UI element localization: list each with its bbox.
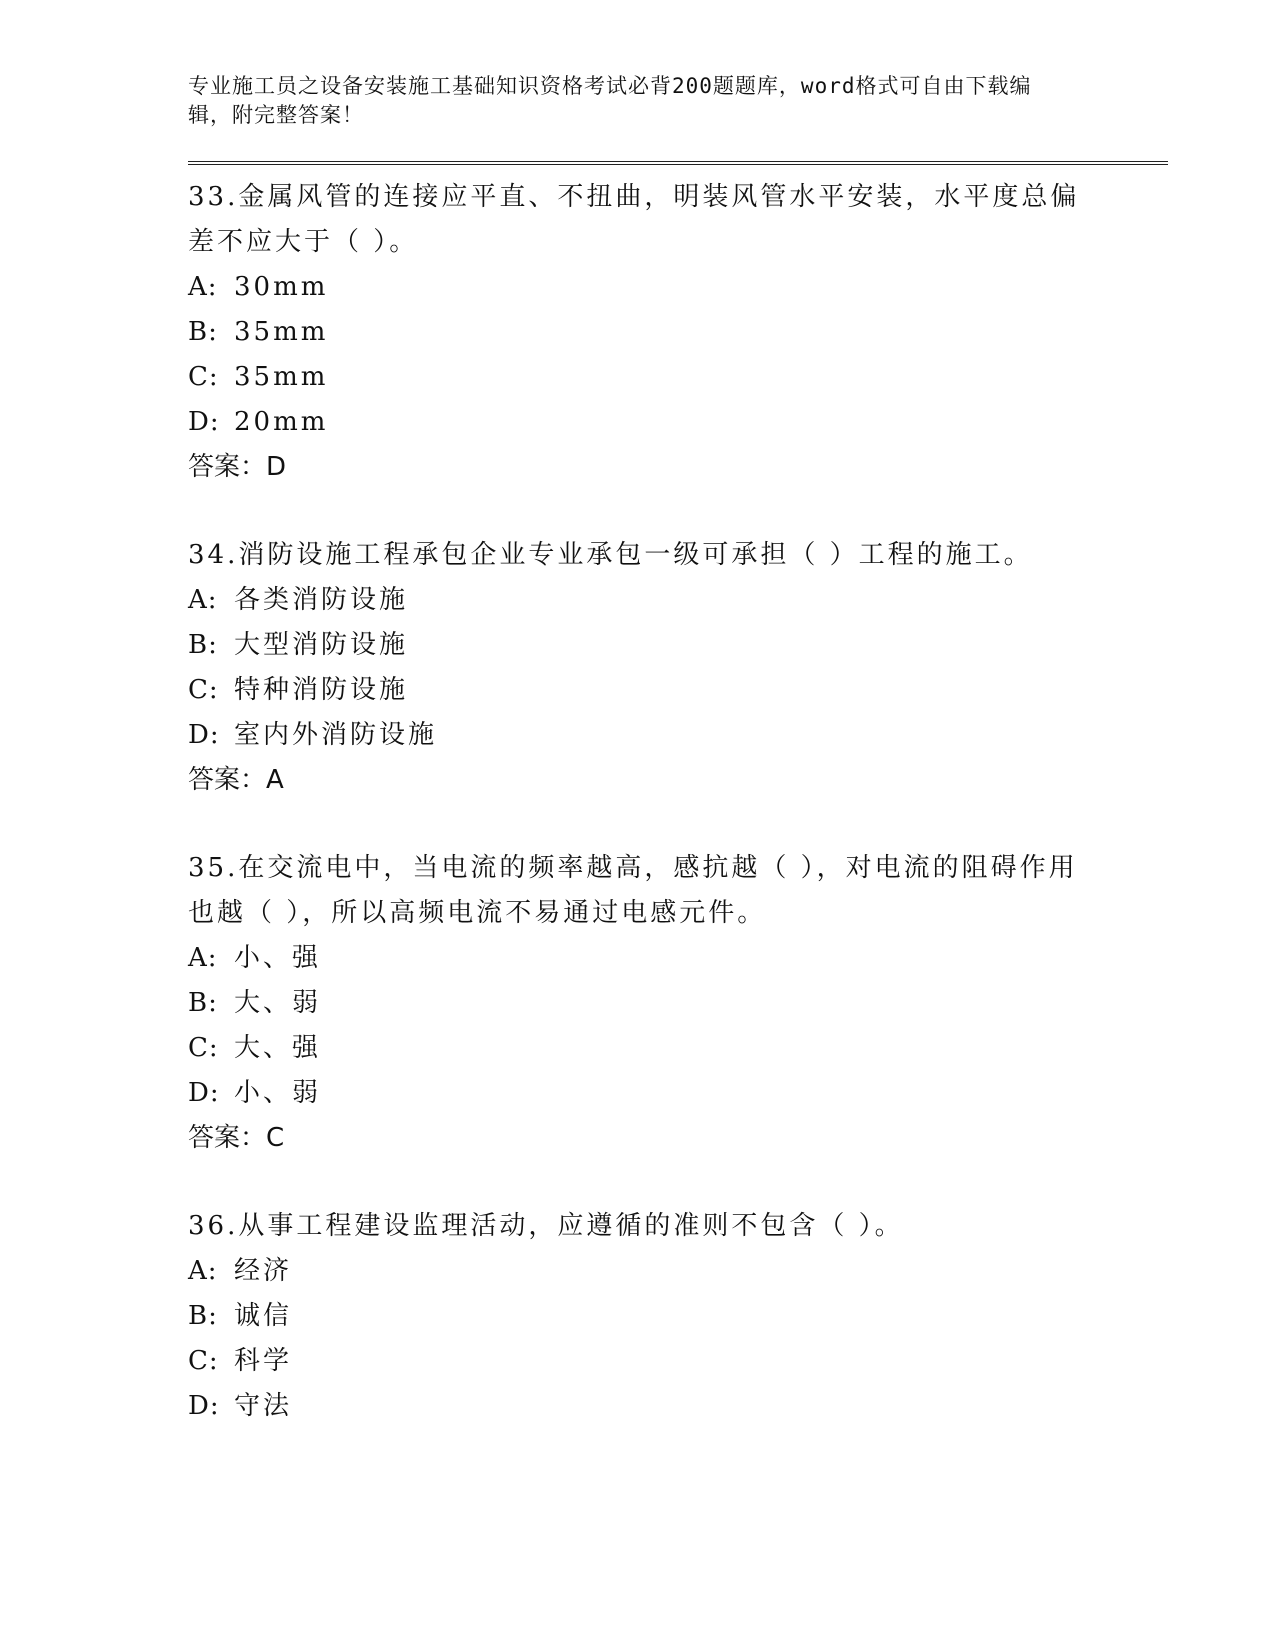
option-key: D: [188,407,220,437]
option-a [188,936,1168,981]
question-35 [188,846,1168,1161]
option-a [188,578,1168,623]
option-a [188,1249,1168,1294]
question-34 [188,533,1168,803]
option-b [188,310,1168,355]
option-text: 大型消防设施 [234,630,409,660]
option-key: A: [188,272,218,302]
header-double-rule [188,161,1168,165]
option-text: 小、强 [234,943,322,973]
question-36 [188,1204,1168,1429]
answer-line: 答案：C [188,1123,285,1153]
document-page [188,72,1168,1472]
option-key: B: [188,317,218,347]
option-text: 35mm [234,362,329,392]
question-stem: 35.在交流电中，当电流的频率越高，感抗越（ ），对电流的阻碍作用也越（ ），所以高频电流不易通过电感元件。 [188,853,1078,928]
option-b [188,1294,1168,1339]
option-c [188,1339,1168,1384]
document-header: 专业施工员之设备安装施工基础知识资格考试必背200题题库，word格式可自由下载编辑，附完整答案！ [188,74,1032,127]
option-c [188,668,1168,713]
question-stem: 36.从事工程建设监理活动，应遵循的准则不包含（ ）。 [188,1211,904,1241]
question-stem: 34.消防设施工程承包企业专业承包一级可承担（ ）工程的施工。 [188,540,1033,570]
option-key: D: [188,1078,220,1108]
option-c [188,355,1168,400]
option-key: C: [188,362,219,392]
answer-line: 答案：D [188,452,287,482]
option-text: 经济 [234,1256,293,1286]
option-key: C: [188,675,219,705]
question-33 [188,175,1168,490]
option-key: A: [188,585,218,615]
option-text: 诚信 [234,1301,293,1331]
question-list [188,175,1168,1429]
option-text: 20mm [234,407,329,437]
option-b [188,623,1168,668]
option-c [188,1026,1168,1071]
question-stem: 33.金属风管的连接应平直、不扭曲，明装风管水平安装，水平度总偏差不应大于（ ）。 [188,182,1080,257]
option-key: C: [188,1033,219,1063]
option-a [188,265,1168,310]
option-d [188,400,1168,445]
answer-line: 答案：A [188,765,284,795]
option-d [188,713,1168,758]
option-text: 室内外消防设施 [234,720,438,750]
option-key: A: [188,943,218,973]
option-key: C: [188,1346,219,1376]
option-text: 守法 [234,1391,293,1421]
option-text: 小、弱 [234,1078,322,1108]
option-key: B: [188,1301,218,1331]
option-key: B: [188,630,218,660]
option-text: 大、弱 [234,988,322,1018]
option-text: 各类消防设施 [234,585,409,615]
option-text: 科学 [234,1346,293,1376]
option-text: 30mm [234,272,329,302]
option-key: A: [188,1256,218,1286]
option-key: B: [188,988,218,1018]
option-text: 大、强 [234,1033,322,1063]
option-key: D: [188,720,220,750]
option-b [188,981,1168,1026]
option-d [188,1071,1168,1116]
option-text: 特种消防设施 [234,675,409,705]
option-text: 35mm [234,317,329,347]
option-d [188,1384,1168,1429]
option-key: D: [188,1391,220,1421]
